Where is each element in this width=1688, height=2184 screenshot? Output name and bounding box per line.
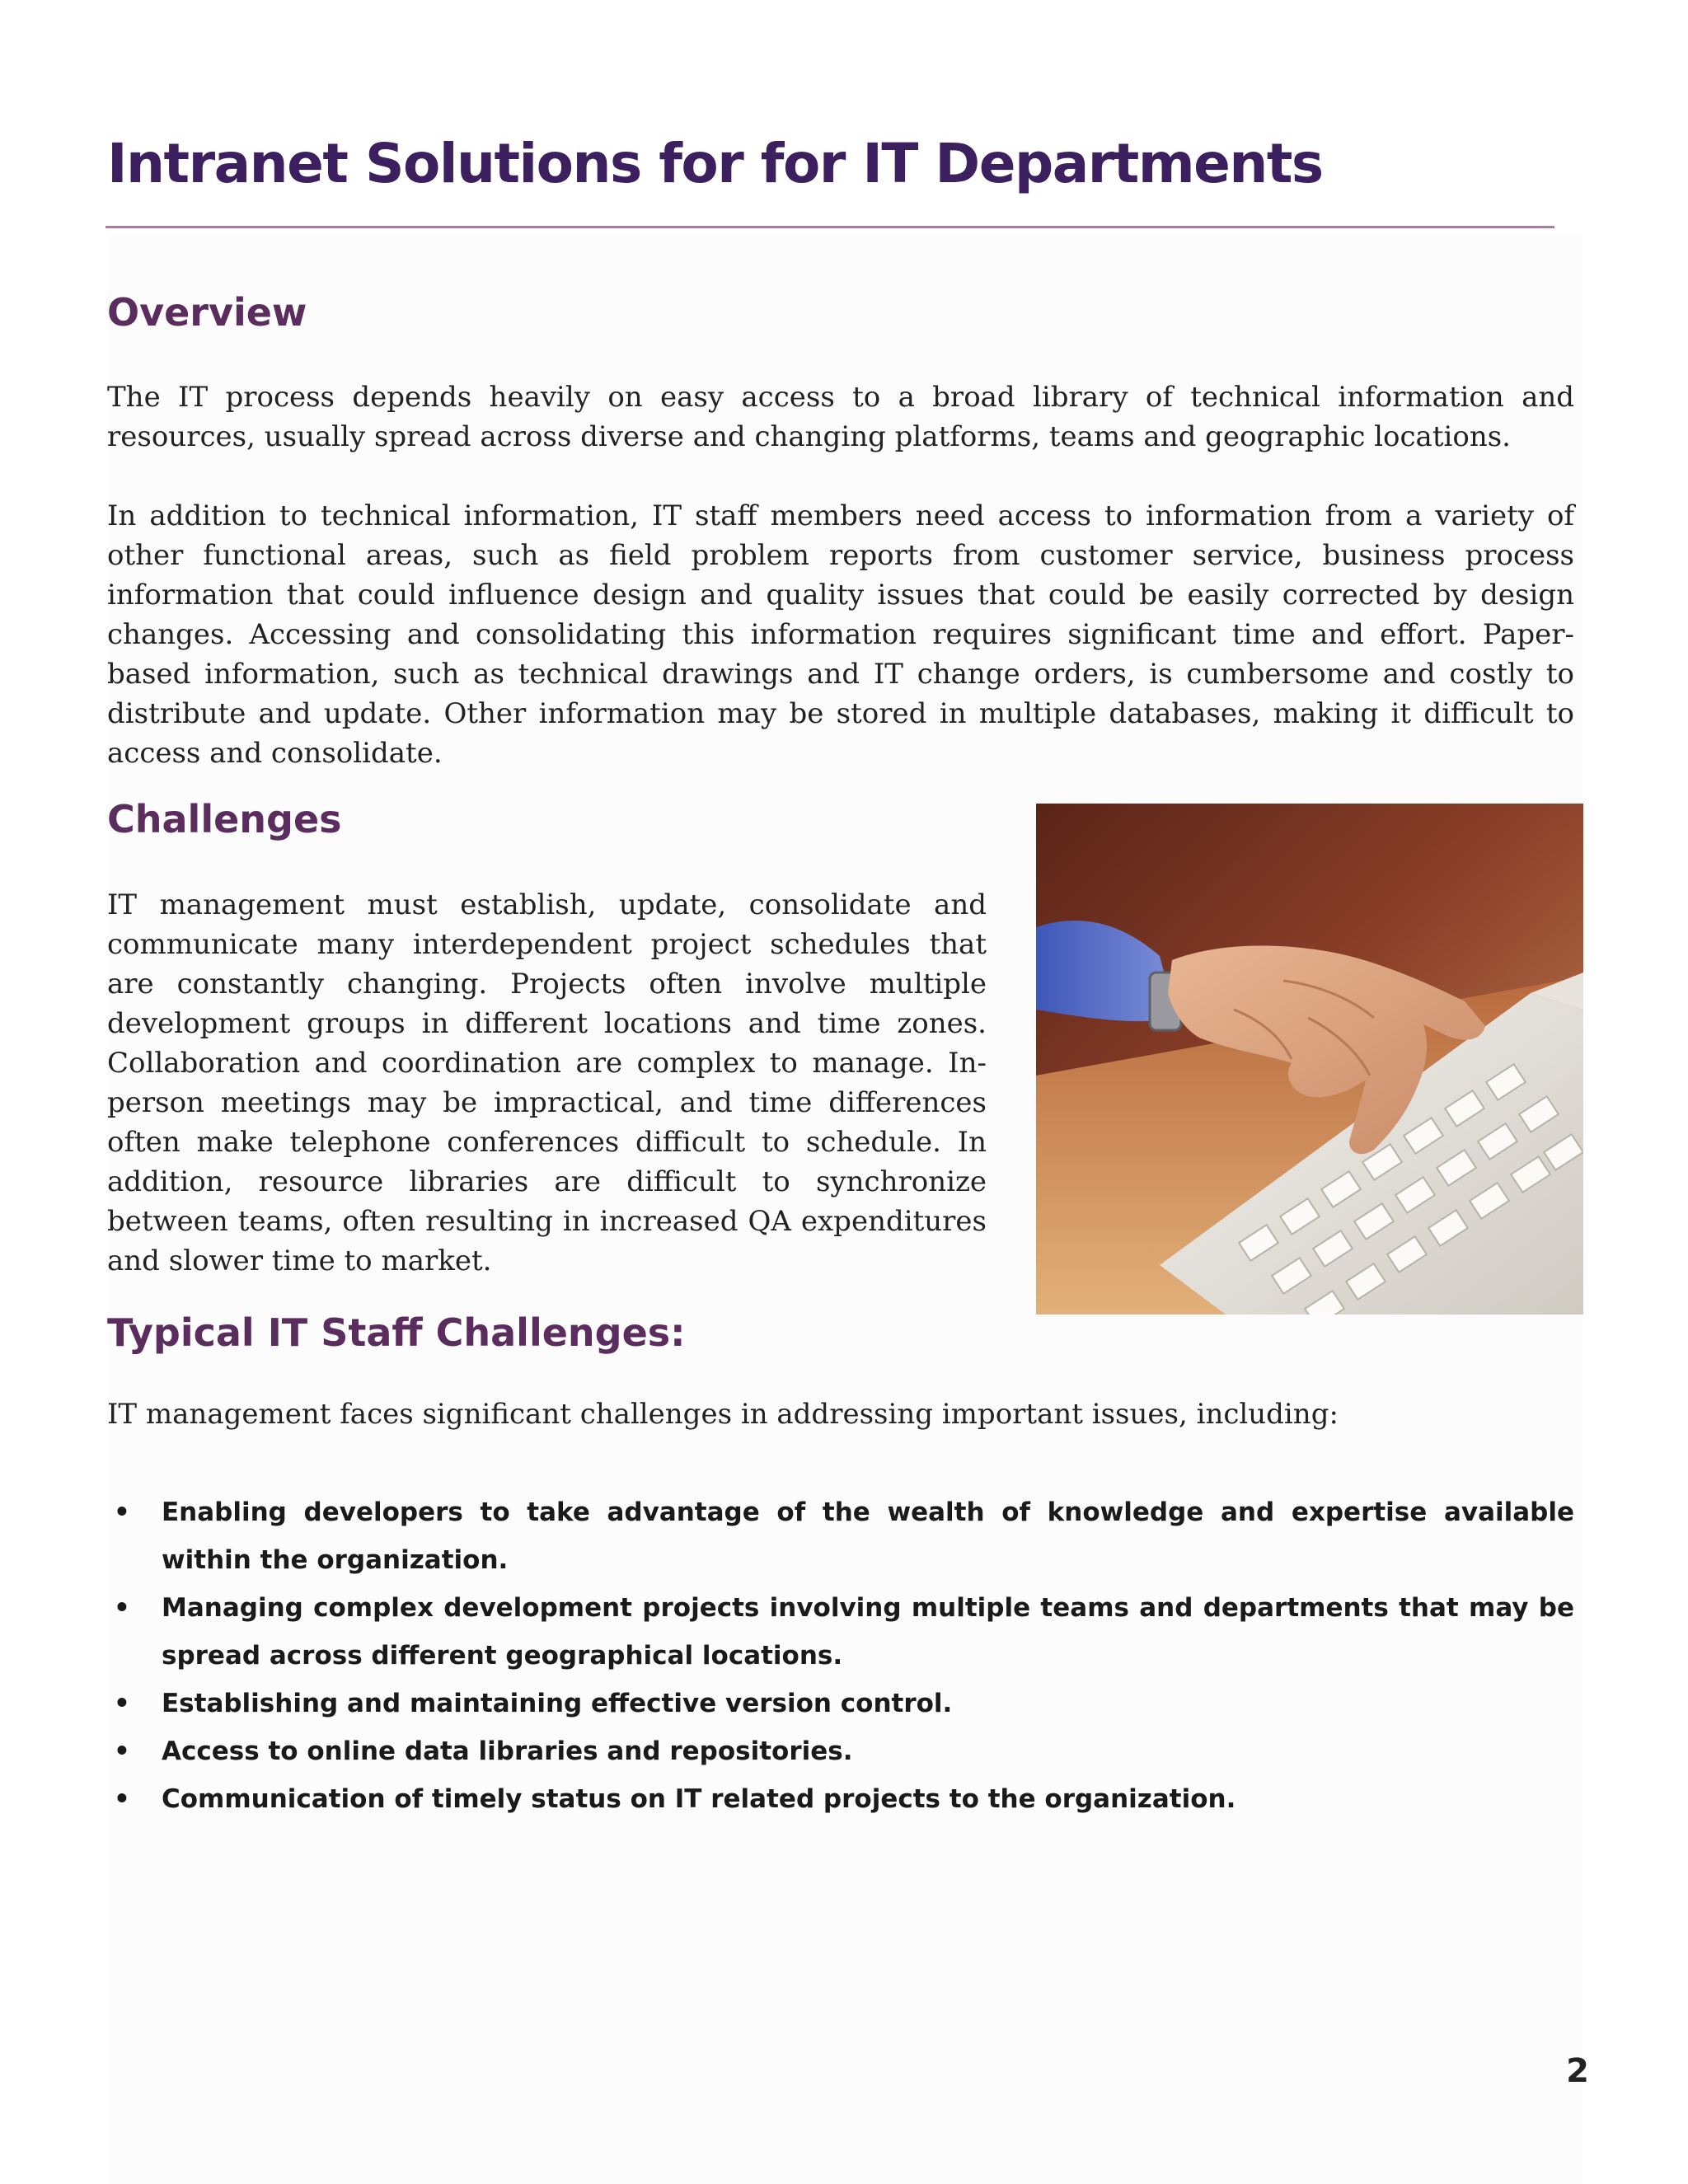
keyboard-typing-photo [1036,804,1583,1315]
list-item [107,1727,1574,1775]
bullet-icon: • [114,1784,130,1814]
overview-paragraph-2: In addition to technical information, IT staff members need access to information from a variety of other functional areas, such as field problem reports from customer service, business process information that could influence design and quality issues that could be easily corrected by design changes. Accessing and consolidating this information requires significant time and effort. Paper-based information, such as technical drawings and IT change orders, is cumbersome and costly to distribute and update. Other information may be stored in multiple databases, making it difficult to access and consolidate. [107,499,1574,770]
list-item-text: Communication of timely status on IT related projects to the organization. [162,1784,1236,1814]
typical-intro: IT management faces significant challenges in addressing important issues, including: [107,1398,1339,1431]
challenge-list [107,1488,1574,1823]
typical-challenges-heading: Typical IT Staff Challenges: [107,1310,686,1355]
list-item-text: Enabling developers to take advantage of the wealth of knowledge and expertise available within the organization. [162,1497,1574,1575]
bullet-icon: • [114,1593,130,1623]
page-number: 2 [1566,2052,1589,2090]
bullet-icon: • [114,1497,130,1527]
title-divider [106,226,1554,228]
list-item-text: Establishing and maintaining effective version control. [162,1689,953,1718]
list-item-text: Managing complex development projects involving multiple teams and departments that may be spread across different geographical locations. [162,1593,1574,1671]
overview-heading: Overview [107,290,307,335]
page-title: Intranet Solutions for for IT Departments [107,132,1323,195]
list-item [107,1680,1574,1727]
list-item [107,1584,1574,1680]
challenges-heading: Challenges [107,797,342,841]
bullet-icon: • [114,1689,130,1718]
challenges-paragraph: IT management must establish, update, consolidate and communicate many interdependent project schedules that are constantly changing. Projects often involve multiple development groups in different locations and time zones. Collaboration and coordination are complex to manage. In-person meetings may be impractical, and time differences often make telephone conferences difficult to schedule. In addition, resource libraries are difficult to synchronize between teams, often resulting in increased QA expenditures and slower time to market. [107,888,987,1277]
overview-paragraph-1: The IT process depends heavily on easy access to a broad library of technical information and resources, usually spread across diverse and changing platforms, teams and geographic locations. [107,381,1574,453]
bullet-icon: • [114,1736,130,1766]
list-item [107,1488,1574,1584]
list-item-text: Access to online data libraries and repositories. [162,1736,853,1766]
list-item [107,1775,1574,1823]
